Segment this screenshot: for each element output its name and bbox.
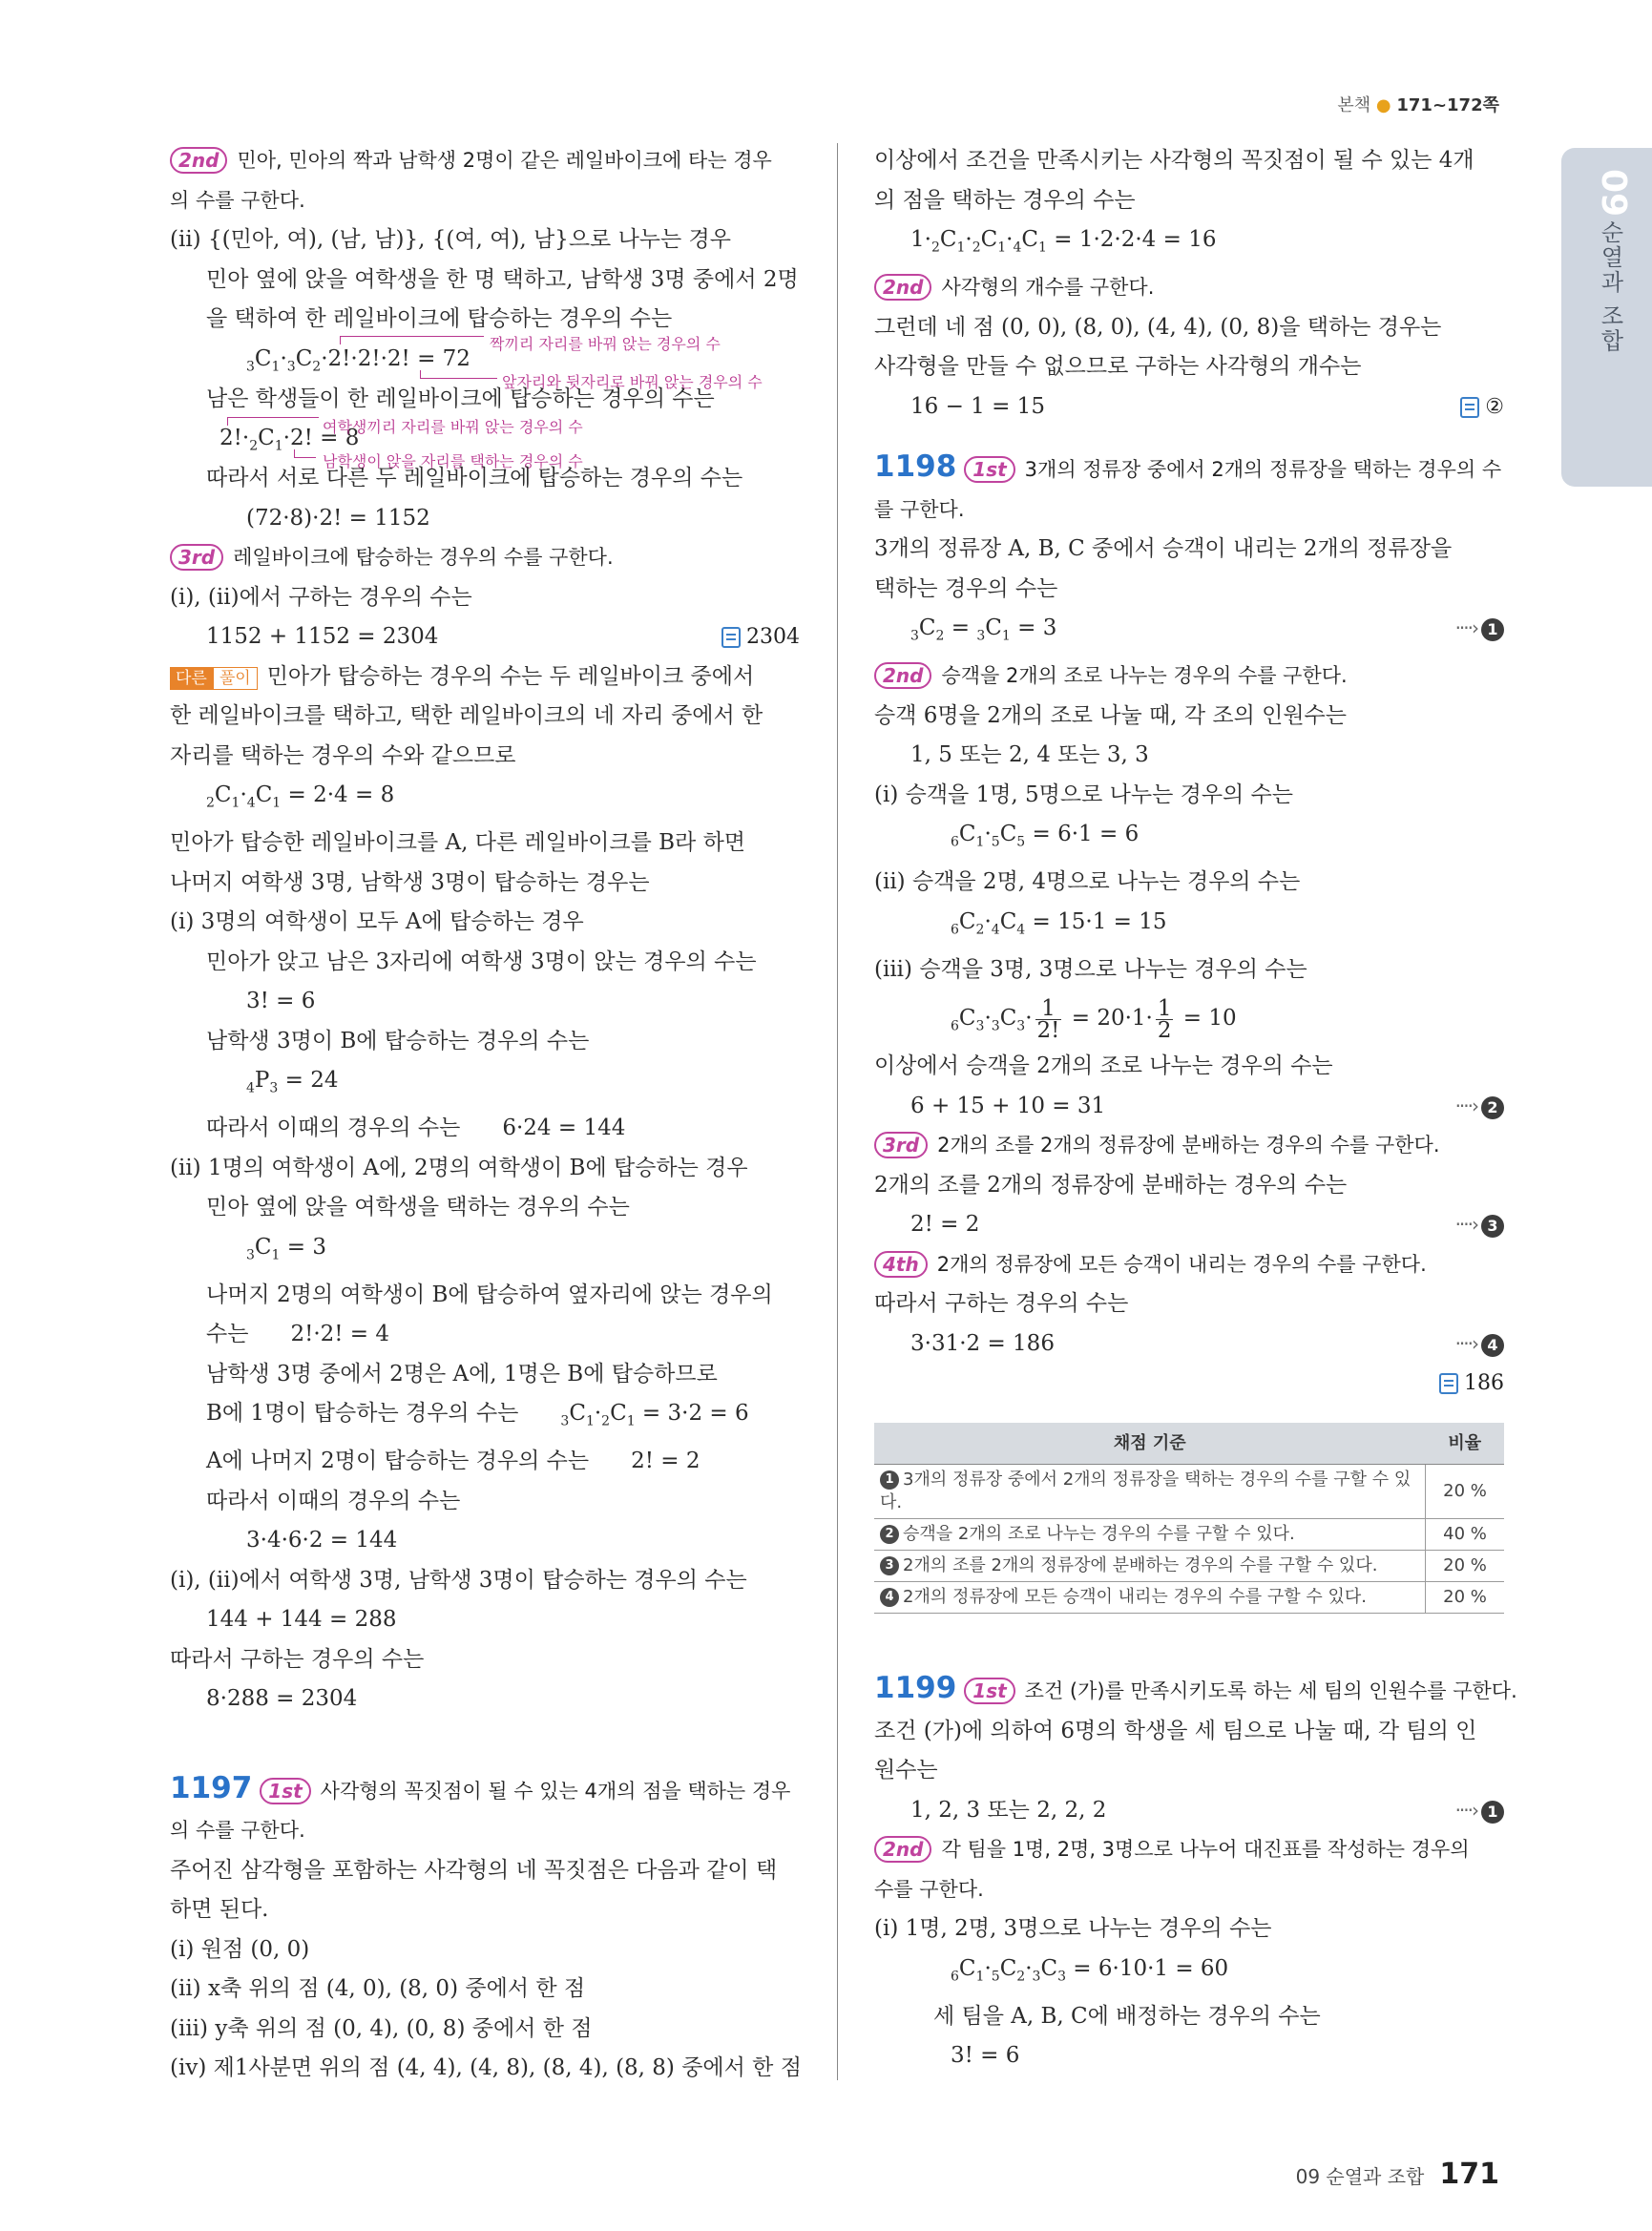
chapter-title: 순열과 조합 [1597,220,1623,354]
formula-row: $_2C_1\cdot_4C_1 = 2\cdot 4 = 8$ [206,782,395,811]
chapter-side-tab[interactable] [1561,148,1652,487]
step-marker: ····› 2 [1455,1087,1504,1127]
grading-table [874,1423,1504,1615]
table-row: 3 2개의 조를 2개의 정류장에 분배하는 경우의 수를 구할 수 있다. 20 % [874,1551,1504,1582]
grading-header-criteria: 채점 기준 [874,1423,1426,1465]
page-reference: 본책 ● 171~172쪽 [1337,95,1499,115]
grading-header-ratio: 비율 [1426,1423,1505,1465]
formula-row: $_6C_2\cdot_4C_4 = 15\cdot 1 = 15$ [951,908,1167,938]
step-badge: 3rd [874,1132,928,1158]
step-badge: 2nd [874,662,931,689]
formula-row: $1\cdot_2C_1\cdot_2C_1\cdot_4C_1 = 1\cdot 2\cdot 2\cdot 4 = 16$ [910,227,1217,256]
step-marker: ····› 1 [1455,1791,1504,1831]
step-badge: 1st [964,456,1014,483]
answer-icon [721,627,741,648]
step-badge: 2nd [170,147,227,174]
table-row: 2 승객을 2개의 조로 나누는 경우의 수를 구할 수 있다. 40 % [874,1519,1504,1551]
table-row: 1 3개의 정류장 중에서 2개의 정류장을 택하는 경우의 수를 구할 수 있다. 20 % [874,1465,1504,1519]
footer-chapter: 09 순열과 조합 [1295,2165,1425,2188]
formula-row: $_3C_1\cdot_3C_2\cdot 2!\cdot 2!\cdot 2$! = 72 짝끼리 자리를 바꿔 앉는 경우의 수 앞자리와 뒷자리로 바꿔 앉는 경우의 수 [246,334,763,391]
formula-row: $_6C_1\cdot_5C_2\cdot_3C_3 = 6\cdot 10\cdot 1 = 60$ [951,1955,1229,1985]
right-column: 이상에서 조건을 만족시키는 사각형의 꼭짓점이 될 수 있는 4개 의 점을 택하는 경우의 수는 $1\cdot_2C_1\cdot_2C_1\cdot_4C_1 = 1\cdot 2\cdot 2\cdot 4 = 16$ 2nd 사각형의 개수를 구한다. 그런데 네 점 (0, 0), (8, 0), (4, 4), (0, 8)을 택하는 경우는 사각형을 만들 수 없으므로 구하는 사각형의 개수는 16 − 1 = 15 ② 1198 1st 3개의 정류장 중에서 2개의 정류장을 택하는 경우의 수 를 구한다. 3개의 정류장 A, B, C 중에서 승객이 내리는 2개의 정류장을 택하는 경우의 수는 $_3C_2 = _3C_1 = 3$ ····› 1 2nd 승객을 2개의 조로 나누는 경우의 수를 구한다. 승객 6명을 2개의 조로 나눌 때, 각 조의 인원수는 1, 5 또는 2, 4 또는 3, 3 (i) 승객을 1명, 5명으로 나누는 경우의 수는 $_6C_1\cdot_5C_5 = 6\cdot 1 = 6$ (ii) 승객을 2명, 4명으로 나누는 경우의 수는 $_6C_2\cdot_4C_4 = 15\cdot 1 = 15$ (iii) 승객을 3명, 3명으로 나누는 경우의 수는 $_6C_3\cdot_3C_3\cdot$ $\frac{1}{2!}$ = 20·1· $\frac{1}{2}$ = 10 이상에서 승객을 2개의 조로 나누는 경우의 수는 6 + 15 + 10 = 31 ····› 2 3rd 2개의 조를 2개의 정류장에 분배하는 경우의 수를 구한다. 2개의 조를 2개의 정류장에 분배하는 경우의 수는 2! = 2 ····› 3 4th 2개의 정류장에 모든 승객이 내리는 경우의 수를 구한다. 따라서 구하는 경우의 수는 3·31·2 = 186 ····› 4 186 채점 기준 비율 1 3개의 정류장 중에서 2개의 정류장을 택하는 경우의 수를 구할 수 있다. 20 % 2 승객을 2개의 조로 나누는 경우의 수를 구할 수 있다. 40 % 3 2개의 조를 2개의 정류장에 분배하는 경우의 수를 구할 수 있다. 20 % 4 2개의 정류장에 모든 승객이 내리는 경우의 수를 구할 수 있다. 20 % 1199 1st 조건 (가)를 만족시키도록 하는 세 팀의 인원수를 구한다. 조건 (가)에 의하여 6명의 학생을 세 팀으로 나눌 때, 각 팀의 인 원수는 1, 2, 3 또는 2, 2, 2 ····› 1 2nd 각 팀을 1명, 2명, 3명으로 나누어 대진표를 작성하는 경우의 수를 구한다. (i) 1명, 2명, 3명으로 나누는 경우의 수는 $_6C_1\cdot_5C_2\cdot_3C_3 = 6\cdot 10\cdot 1 = 60$ 세 팀을 A, B, C에 배정하는 경우의 수는 3! = 6 [874,148,1517,2069]
step-marker: ····› 3 [1455,1205,1504,1245]
alt-solution-tag: 풀이 [213,667,258,690]
answer-icon [1460,397,1479,418]
step-badge: 1st [260,1778,310,1804]
answer-icon [1439,1373,1458,1394]
left-column: 2nd 민아, 민아의 짝과 남학생 2명이 같은 레일바이크에 타는 경우 의 수를 구한다. (ii) {(민아, 여), (남, 남)}, {(여, 여), 남}으로 나누는 경우 민아 옆에 앉을 여학생을 한 명 택하고, 남학생 3명 중에서 2명 을 택하여 한 레일바이크에 탑승하는 경우의 수는 $_3C_1\cdot_3C_2\cdot 2!\cdot 2!\cdot 2$! = 72 짝끼리 자리를 바꿔 앉는 경우의 수 앞자리와 뒷자리로 바꿔 앉는 경우의 수 남은 학생들이 한 레일바이크에 탑승하는 경우의 수는 $2!\cdot_2C_1\cdot 2$! = 8 여학생끼리 자리를 바꿔 앉는 경우의 수 남학생이 앉을 자리를 택하는 경우의 수 따라서 서로 다른 두 레일바이크에 탑승하는 경우의 수는 (72·8)·2! = 1152 3rd 레일바이크에 탑승하는 경우의 수를 구한다. (i), (ii)에서 구하는 경우의 수는 1152 + 1152 = 2304 2304 다른 풀이 민아가 탑승하는 경우의 수는 두 레일바이크 중에서 한 레일바이크를 택하고, 택한 레일바이크의 네 자리 중에서 한 자리를 택하는 경우의 수와 같으므로 $_2C_1\cdot_4C_1 = 2\cdot 4 = 8$ 민아가 탑승한 레일바이크를 A, 다른 레일바이크를 B라 하면 나머지 여학생 3명, 남학생 3명이 탑승하는 경우는 (i) 3명의 여학생이 모두 A에 탑승하는 경우 민아가 앉고 남은 3자리에 여학생 3명이 앉는 경우의 수는 3! = 6 남학생 3명이 B에 탑승하는 경우의 수는 $_4P_3 = 24$ 따라서 이때의 경우의 수는 6·24 = 144 (ii) 1명의 여학생이 A에, 2명의 여학생이 B에 탑승하는 경우 민아 옆에 앉을 여학생을 택하는 경우의 수는 $_3C_1 = 3$ 나머지 2명의 여학생이 B에 탑승하여 옆자리에 앉는 경우의 수는 2!·2! = 4 남학생 3명 중에서 2명은 A에, 1명은 B에 탑승하므로 B에 1명이 탑승하는 경우의 수는 $_3C_1\cdot_2C_1 = 3\cdot 2 = 6$ A에 나머지 2명이 탑승하는 경우의 수는 2! = 2 따라서 이때의 경우의 수는 3·4·6·2 = 144 (i), (ii)에서 여학생 3명, 남학생 3명이 탑승하는 경우의 수는 144 + 144 = 288 따라서 구하는 경우의 수는 8·288 = 2304 1197 1st 사각형의 꼭짓점이 될 수 있는 4개의 점을 택하는 경우 의 수를 구한다. 주어진 삼각형을 포함하는 사각형의 네 꼭짓점은 다음과 같이 택 하면 된다. (i) 원점 (0, 0) (ii) x축 위의 점 (4, 0), (8, 0) 중에서 한 점 (iii) y축 위의 점 (0, 4), (0, 8) 중에서 한 점 (iv) 제1사분면 위의 점 (4, 4), (4, 8), (8, 4), (8, 8) 중에서 한 점 [170,149,802,2081]
formula-row: $_6C_1\cdot_5C_5 = 6\cdot 1 = 6$ [951,822,1140,850]
step-marker: ····› 1 [1455,609,1504,649]
chapter-number: 09 [1594,169,1633,218]
step-marker: ····› 4 [1455,1324,1504,1365]
formula: $_3C_1\cdot_2C_1 = 3\cdot 2 = 6$ [560,1401,749,1429]
formula-row: $_3C_1 = 3$ [246,1234,326,1263]
problem-number: 1197 [170,1770,253,1805]
problem-number: 1199 [874,1671,957,1706]
formula: $_3C_2 = _3C_1 = 3$ [910,615,1057,644]
step-badge: 3rd [170,544,223,571]
step-badge: 4th [874,1251,928,1278]
column-divider [837,143,838,2080]
formula-row: $2!\cdot_2C_1\cdot 2$! = 8 여학생끼리 자리를 바꿔 앉는 경우의 수 남학생이 앉을 자리를 택하는 경우의 수 [220,418,583,470]
formula-row: $_4P_3 = 24$ [246,1068,339,1096]
answer-mark: 2304 [721,617,800,657]
problem-number: 1198 [874,449,957,485]
answer-mark: 186 [1439,1364,1504,1404]
step-badge: 2nd [874,1836,931,1863]
alt-solution-tag: 다른 [170,667,213,690]
formula-row: $_6C_3\cdot_3C_3\cdot$ $\frac{1}{2!}$ = 20·1· $\frac{1}{2}$ = 10 [951,995,1237,1043]
table-row: 4 2개의 정류장에 모든 승객이 내리는 경우의 수를 구할 수 있다. 20 % [874,1582,1504,1614]
answer-mark: ② [1460,387,1504,427]
step-badge: 2nd [874,274,931,301]
step-badge: 1st [964,1678,1014,1704]
page-footer [1296,2158,1499,2191]
page-number: 171 [1439,2158,1499,2191]
